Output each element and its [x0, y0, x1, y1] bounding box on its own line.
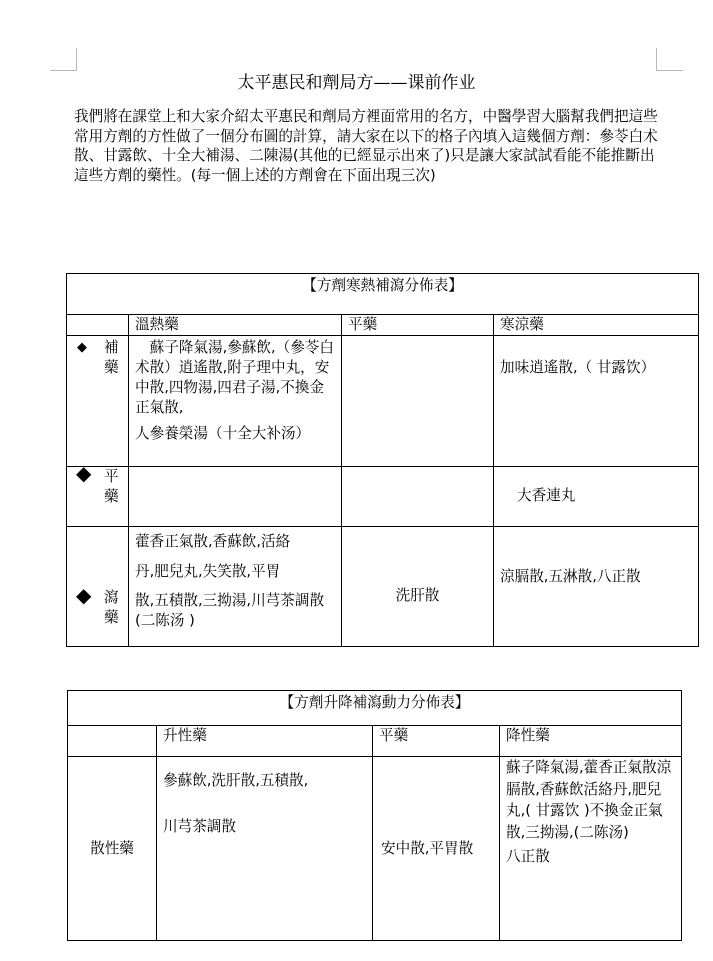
diamond-large-icon: ◆ — [76, 583, 92, 607]
table2-header-empty — [68, 726, 157, 757]
disperse-ascend-text-2: 川芎茶調散 — [163, 818, 236, 835]
table2-header-neutral: 平藥 — [373, 726, 500, 757]
ascend-descend-table — [67, 690, 682, 941]
row-label-disperse: 散性藥 — [68, 757, 157, 941]
table1-row-tonify — [67, 336, 699, 467]
cold-heat-tonify-drain-table — [66, 273, 699, 647]
diamond-small-icon: ◆ — [77, 340, 87, 355]
tonify-neutral-cell[interactable] — [342, 336, 494, 467]
neutral-cold-cell[interactable]: 大香連丸 — [494, 467, 699, 527]
table1-header-neutral: 平藥 — [342, 315, 494, 336]
neutral-warm-cell[interactable] — [129, 467, 342, 527]
tonify-cold-cell[interactable]: 加味逍遙散,（ 甘露饮） — [494, 336, 699, 467]
disperse-ascend-text-1: 參蘇飲,洗肝散,五積散, — [163, 772, 309, 789]
drain-warm-text-3: 散,五積散,三拗湯,川芎茶調散(二陈汤 ) — [135, 592, 325, 629]
row-label-tonify-text: 補藥 — [104, 339, 119, 376]
table1-header-warm: 溫熱藥 — [129, 315, 342, 336]
neutral-neutral-cell[interactable] — [342, 467, 494, 527]
table1-header-cold: 寒涼藥 — [494, 315, 699, 336]
tonify-warm-text-2: 人參養榮湯（十全大补汤） — [135, 425, 311, 442]
table1-row-drain — [67, 527, 699, 647]
drain-warm-text-2: 丹,肥兒丸,失笑散,平胃 — [135, 563, 281, 580]
table1-caption: 【方劑寒熱補瀉分佈表】 — [67, 274, 699, 315]
table1-row-neutral — [67, 467, 699, 527]
disperse-descend-text-1: 蘇子降氣湯,藿香正氣散涼膈散,香蘇飲活絡丹,肥兒丸,( 甘露饮 )不換金正氣散,三拗湯,(二陈汤) — [506, 759, 672, 841]
row-label-tonify — [67, 336, 129, 467]
disperse-descend-text-2: 八正散 — [506, 848, 550, 865]
row-label-drain-text: 瀉藥 — [104, 589, 119, 626]
table1-header-empty — [67, 315, 129, 336]
drain-warm-text-1: 藿香正氣散,香蘇飲,活絡 — [135, 533, 291, 550]
row-label-neutral — [67, 461, 129, 527]
intro-paragraph — [74, 107, 664, 185]
page-title: 太平惠民和劑局方——课前作业 — [237, 73, 476, 93]
table2-caption: 【方劑升降補瀉動力分佈表】 — [68, 691, 682, 726]
disperse-descend-cell[interactable] — [500, 757, 682, 941]
table2-header-descend: 降性藥 — [500, 726, 682, 757]
tonify-warm-cell[interactable] — [129, 336, 342, 467]
drain-cold-cell[interactable]: 涼膈散,五淋散,八正散 — [494, 527, 699, 647]
drain-warm-cell[interactable] — [129, 527, 342, 647]
drain-neutral-cell[interactable]: 洗肝散 — [342, 527, 494, 647]
intro-text: 我們將在課堂上和大家介紹太平惠民和劑局方裡面常用的名方，中醫學習大腦幫我們把這些常用方劑的方性做了一個分布圖的計算，請大家在以下的格子內填入這幾個方劑：參苓白术散、甘露飲、十全大補湯、二陳湯(其他的已經显示出來了)只是讓大家試試看能不能推斷出這些方劑的藥性。(每一個上述的方劑會在下面出現三次) — [74, 108, 658, 184]
row-label-neutral-text: 平藥 — [104, 468, 119, 505]
table2-row-disperse — [68, 757, 682, 941]
table2-header-ascend: 升性藥 — [157, 726, 373, 757]
row-label-drain — [67, 527, 129, 647]
disperse-neutral-cell[interactable]: 安中散,平胃散 — [373, 757, 500, 941]
disperse-ascend-cell[interactable] — [157, 757, 373, 941]
tonify-warm-text-1: 蘇子降氣湯,參蘇飲,（參苓白术散）逍遙散,附子理中丸，安中散,四物湯,四君子湯,不換金正氣散, — [135, 339, 334, 416]
diamond-large-icon: ◆ — [76, 461, 92, 485]
